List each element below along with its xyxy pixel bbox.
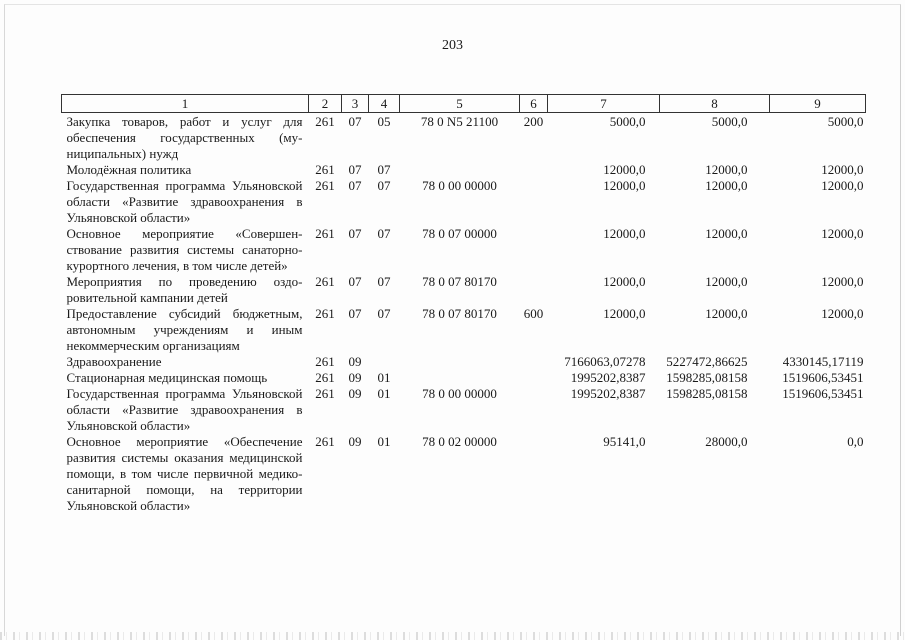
row-subsection-code: 07 bbox=[377, 226, 391, 241]
row-subsection-code: 01 bbox=[377, 434, 391, 449]
budget-table bbox=[61, 94, 866, 514]
row-amount-col9: 12000,0 bbox=[821, 226, 864, 241]
row-target-code bbox=[400, 354, 520, 370]
row-amount-col8: 12000,0 bbox=[705, 306, 748, 321]
row-amount-col8: 12000,0 bbox=[705, 162, 748, 177]
row-description: Государственная программа Ульяновской области «Развитие здравоохранения в Ульяновской области» bbox=[66, 386, 303, 433]
row-subsection-code bbox=[369, 354, 400, 370]
row-section-code: 07 bbox=[348, 274, 362, 289]
row-expense-type bbox=[520, 434, 548, 514]
row-expense-type bbox=[520, 226, 548, 274]
row-ministry-code: 261 bbox=[315, 434, 335, 449]
row-subsection-code: 07 bbox=[377, 178, 391, 193]
header-col-9: 9 bbox=[770, 95, 866, 113]
row-amount-col7: 12000,0 bbox=[603, 226, 646, 241]
header-col-6: 6 bbox=[520, 95, 548, 113]
table-row bbox=[62, 274, 866, 306]
row-section-code: 09 bbox=[348, 434, 362, 449]
row-ministry-code: 261 bbox=[315, 306, 335, 321]
row-subsection-code: 07 bbox=[377, 162, 391, 177]
row-amount-col9: 1519606,53451 bbox=[782, 386, 864, 401]
header-col-4: 4 bbox=[369, 95, 400, 113]
row-subsection-code: 05 bbox=[377, 114, 391, 129]
row-section-code: 07 bbox=[348, 226, 362, 241]
row-description: Основное мероприятие «Обеспечение развития системы оказания медицинской помощи, в том числе первичной медико-санитарной помощи, на территории Ульяновской области» bbox=[66, 434, 303, 513]
table-row bbox=[62, 306, 866, 354]
row-section-code: 07 bbox=[348, 162, 362, 177]
row-target-code: 78 0 07 80170 bbox=[422, 306, 497, 321]
row-subsection-code: 07 bbox=[377, 274, 391, 289]
row-subsection-code: 07 bbox=[377, 306, 391, 321]
header-col-7: 7 bbox=[548, 95, 660, 113]
row-ministry-code: 261 bbox=[315, 226, 335, 241]
row-ministry-code: 261 bbox=[315, 354, 335, 369]
row-target-code: 78 0 07 00000 bbox=[422, 226, 497, 241]
row-amount-col8: 28000,0 bbox=[705, 434, 748, 449]
header-col-1: 1 bbox=[62, 95, 309, 113]
row-section-code: 07 bbox=[348, 306, 362, 321]
row-amount-col8: 1598285,08158 bbox=[666, 370, 748, 385]
row-target-code: 78 0 00 00000 bbox=[422, 386, 497, 401]
table-row bbox=[62, 370, 866, 386]
row-ministry-code: 261 bbox=[315, 178, 335, 193]
row-amount-col9: 12000,0 bbox=[821, 162, 864, 177]
row-expense-type: 200 bbox=[523, 114, 544, 129]
row-target-code bbox=[400, 162, 520, 178]
row-section-code: 09 bbox=[348, 370, 362, 385]
row-amount-col8: 12000,0 bbox=[705, 226, 748, 241]
header-row bbox=[62, 95, 866, 113]
row-amount-col7: 95141,0 bbox=[603, 434, 646, 449]
table-header bbox=[62, 95, 866, 113]
row-amount-col7: 1995202,8387 bbox=[570, 386, 646, 401]
header-col-3: 3 bbox=[342, 95, 369, 113]
table-row bbox=[62, 386, 866, 434]
row-expense-type bbox=[520, 354, 548, 370]
row-expense-type bbox=[520, 386, 548, 434]
row-expense-type bbox=[520, 162, 548, 178]
row-amount-col8: 5000,0 bbox=[711, 114, 748, 129]
row-expense-type bbox=[520, 274, 548, 306]
header-col-2: 2 bbox=[309, 95, 342, 113]
row-ministry-code: 261 bbox=[315, 370, 335, 385]
row-amount-col7: 12000,0 bbox=[603, 178, 646, 193]
row-target-code: 78 0 00 00000 bbox=[422, 178, 497, 193]
row-description: Здравоохранение bbox=[66, 354, 162, 369]
row-amount-col7: 12000,0 bbox=[603, 306, 646, 321]
row-amount-col7: 12000,0 bbox=[603, 162, 646, 177]
row-amount-col7: 1995202,8387 bbox=[570, 370, 646, 385]
row-description: Предоставление субсидий бюджетным, автономным учреждениям и иным некоммерческим организациям bbox=[66, 306, 303, 353]
row-section-code: 07 bbox=[348, 114, 362, 129]
page-number: 203 bbox=[442, 38, 463, 53]
row-description: Молодёжная политика bbox=[66, 162, 192, 177]
row-amount-col8: 12000,0 bbox=[705, 274, 748, 289]
row-subsection-code: 01 bbox=[377, 386, 391, 401]
row-ministry-code: 261 bbox=[315, 274, 335, 289]
row-target-code: 78 0 N5 21100 bbox=[420, 114, 499, 129]
table-row bbox=[62, 434, 866, 514]
table-row bbox=[62, 354, 866, 370]
row-expense-type bbox=[520, 370, 548, 386]
row-section-code: 07 bbox=[348, 178, 362, 193]
row-amount-col7: 12000,0 bbox=[603, 274, 646, 289]
row-amount-col9: 12000,0 bbox=[821, 306, 864, 321]
row-amount-col9: 5000,0 bbox=[827, 114, 864, 129]
row-description: Стационарная медицинская помощь bbox=[66, 370, 268, 385]
row-amount-col7: 5000,0 bbox=[609, 114, 646, 129]
row-amount-col9: 0,0 bbox=[847, 434, 864, 449]
row-amount-col8: 1598285,08158 bbox=[666, 386, 748, 401]
row-amount-col7: 7166063,07278 bbox=[564, 354, 646, 369]
row-target-code bbox=[400, 370, 520, 386]
row-description: Закупка товаров, работ и услуг для обеспечения государственных (муниципальных) нужд bbox=[66, 114, 303, 161]
table-body bbox=[62, 113, 866, 515]
row-amount-col8: 5227472,86625 bbox=[666, 354, 748, 369]
scan-edge-strip bbox=[0, 632, 905, 640]
header-col-8: 8 bbox=[660, 95, 770, 113]
row-description: Государственная программа Ульяновской области «Развитие здравоохранения в Ульяновской области» bbox=[66, 178, 303, 225]
table-row bbox=[62, 226, 866, 274]
row-description: Основное мероприятие «Совершенствование развития системы санаторно-курортного лечения, в том числе детей» bbox=[66, 226, 303, 273]
row-expense-type: 600 bbox=[523, 306, 544, 321]
row-description: Мероприятия по проведению оздоровительной кампании детей bbox=[66, 274, 303, 305]
row-section-code: 09 bbox=[348, 354, 362, 369]
row-ministry-code: 261 bbox=[315, 386, 335, 401]
row-ministry-code: 261 bbox=[315, 114, 335, 129]
row-target-code: 78 0 07 80170 bbox=[422, 274, 497, 289]
row-ministry-code: 261 bbox=[315, 162, 335, 177]
row-subsection-code: 01 bbox=[377, 370, 391, 385]
table-row bbox=[62, 162, 866, 178]
row-section-code: 09 bbox=[348, 386, 362, 401]
row-target-code: 78 0 02 00000 bbox=[422, 434, 497, 449]
table-row bbox=[62, 113, 866, 163]
row-amount-col9: 4330145,17119 bbox=[782, 354, 864, 369]
row-amount-col9: 1519606,53451 bbox=[782, 370, 864, 385]
row-amount-col8: 12000,0 bbox=[705, 178, 748, 193]
row-expense-type bbox=[520, 178, 548, 226]
header-col-5: 5 bbox=[400, 95, 520, 113]
table-row bbox=[62, 178, 866, 226]
row-amount-col9: 12000,0 bbox=[821, 178, 864, 193]
row-amount-col9: 12000,0 bbox=[821, 274, 864, 289]
